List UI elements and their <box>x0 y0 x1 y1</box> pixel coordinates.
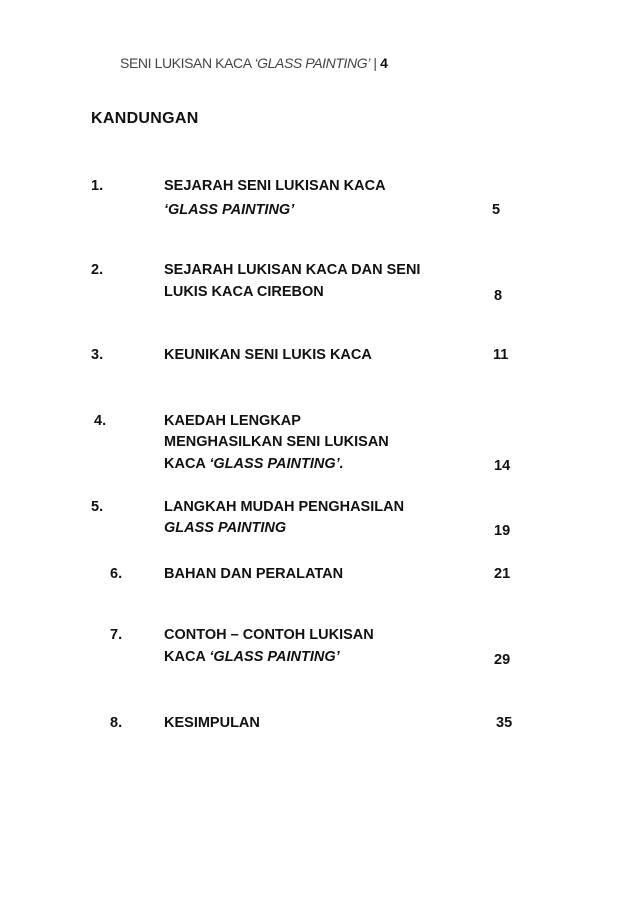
entry-line: SEJARAH SENI LUKISAN KACA <box>164 178 386 194</box>
entry-number: 1. <box>91 178 104 194</box>
entry-line-italic: ‘GLASS PAINTING’ <box>164 202 295 218</box>
entry-line: KAEDAH LENGKAP <box>164 413 301 429</box>
entry-line: LUKIS KACA CIREBON <box>164 284 324 300</box>
running-header <box>120 55 388 71</box>
entry-number: 5. <box>91 499 104 515</box>
entry-page-number: 8 <box>494 288 503 304</box>
entry-page-number: 14 <box>494 458 511 474</box>
entry-page-number: 5 <box>492 202 501 218</box>
entry-number: 8. <box>110 715 123 731</box>
entry-page-number: 19 <box>494 523 511 539</box>
toc-title: KANDUNGAN <box>91 110 199 127</box>
header-title-italic: ‘GLASS PAINTING’ <box>254 55 370 71</box>
entry-number: 7. <box>110 627 123 643</box>
entry-line: BAHAN DAN PERALATAN <box>164 566 344 582</box>
entry-page-number: 21 <box>494 566 511 582</box>
entry-line-italic: GLASS PAINTING <box>164 520 287 536</box>
entry-page-number: 29 <box>494 652 511 668</box>
entry-page-number: 35 <box>496 715 513 731</box>
entry-line: KESIMPULAN <box>164 715 260 731</box>
entry-line: KEUNIKAN SENI LUKIS KACA <box>164 347 372 363</box>
entry-number: 2. <box>91 262 104 278</box>
entry-line: SEJARAH LUKISAN KACA DAN SENI <box>164 262 421 278</box>
entry-line: CONTOH – CONTOH LUKISAN <box>164 627 374 643</box>
entry-number: 4. <box>94 413 107 429</box>
entry-number: 3. <box>91 347 104 363</box>
header-separator: | <box>369 55 381 71</box>
entry-page-number: 11 <box>493 347 509 363</box>
header-title: SENI LUKISAN KACA <box>120 55 255 71</box>
entry-line-mixed: KACA ‘GLASS PAINTING’. <box>164 456 344 472</box>
entry-line-mixed: KACA ‘GLASS PAINTING’ <box>164 649 340 665</box>
entry-line: LANGKAH MUDAH PENGHASILAN <box>164 499 405 515</box>
entry-line: MENGHASILKAN SENI LUKISAN <box>164 434 389 450</box>
header-page-number: 4 <box>380 55 388 71</box>
entry-number: 6. <box>110 566 123 582</box>
